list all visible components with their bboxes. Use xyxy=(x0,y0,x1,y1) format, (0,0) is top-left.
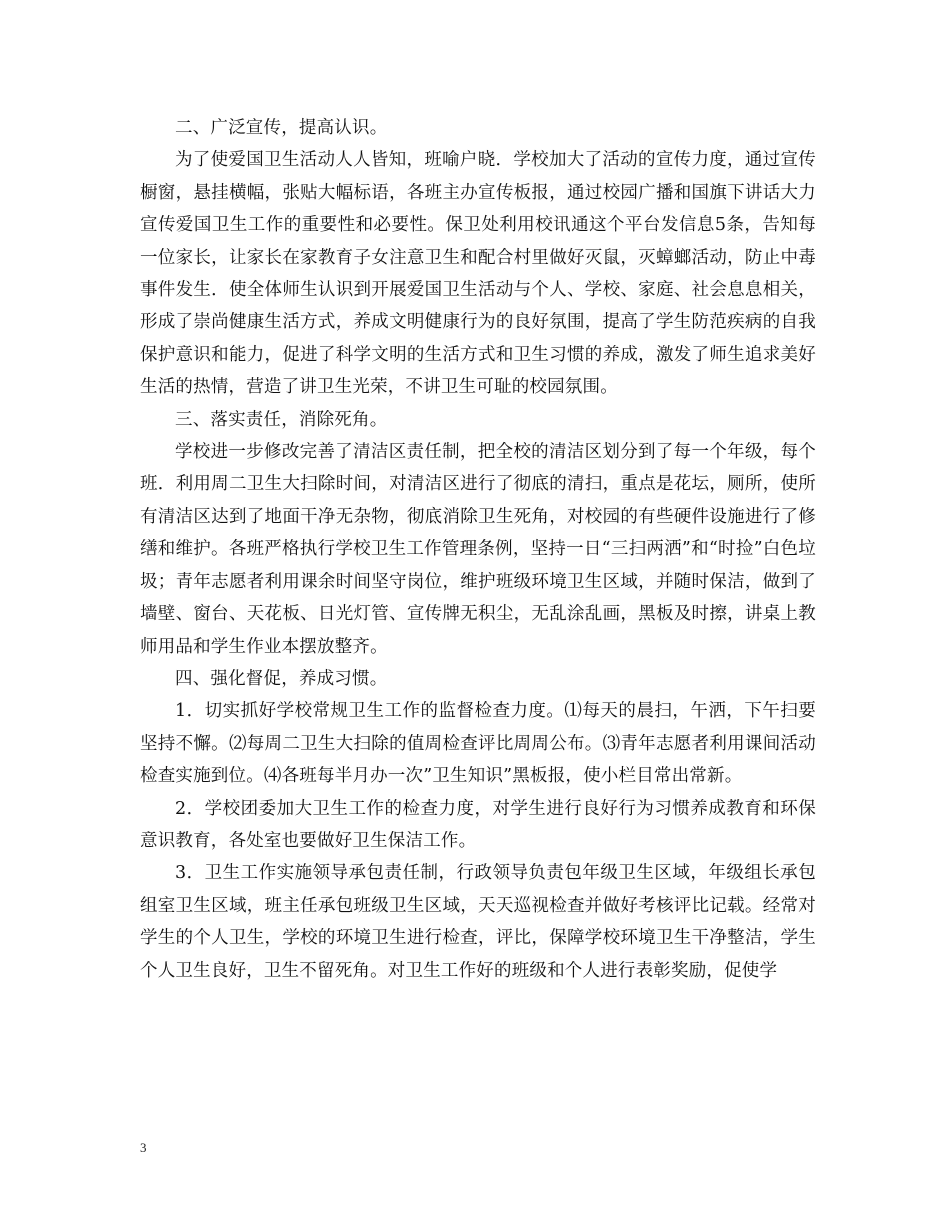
section-heading-supervision: 四、强化督促，养成习惯。 xyxy=(175,668,388,689)
paragraph-responsibility: 学校进一步修改完善了清洁区责任制，把全校的清洁区划分到了每一个年级，每个班．利用周二卫生大扫除时间，对清洁区进行了彻底的清扫，重点是花坛，厕所，使所有清洁区达到了地面干净无杂物，彻底消除卫生死角，对校园的有些硬件设施进行了修缮和维护。各班严格执行学校卫生工作管理条例，坚持一日“三扫两洒”和“时捡”白色垃圾；青年志愿者利用课余时间坚守岗位，维护班级环境卫生区域，并随时保洁，做到了墙壁、窗台、天花板、日光灯管、宣传牌无积尘，无乱涂乱画，黑板及时擦，讲桌上教师用品和学生作业本摆放整齐。 xyxy=(140,442,816,657)
section-heading-publicity: 二、广泛宣传，提高认识。 xyxy=(175,118,388,138)
paragraph-item-2: 2．学校团委加大卫生工作的检查力度，对学生进行良好行为习惯养成教育和环保意识教育，各处室也要做好卫生保洁工作。 xyxy=(140,798,816,851)
section-heading-responsibility: 三、落实责任，消除死角。 xyxy=(175,409,388,430)
document-body xyxy=(140,112,816,987)
paragraph-item-1: 1．切实抓好学校常规卫生工作的监督检查力度。⑴每天的晨扫，午洒，下午扫要坚持不懈。⑵每周二卫生大扫除的值周检查评比周周公布。⑶青年志愿者利用课间活动检查实施到位。⑷各班每半月办一次”卫生知识”黑板报，使小栏目常出常新。 xyxy=(140,701,816,787)
paragraph-publicity: 为了使爱国卫生活动人人皆知，班喻户晓．学校加大了活动的宣传力度，通过宣传橱窗，悬挂横幅，张贴大幅标语，各班主办宣传板报，通过校园广播和国旗下讲话大力宣传爱国卫生工作的重要性和必要性。保卫处利用校讯通这个平台发信息5条，告知每一位家长，让家长在家教育子女注意卫生和配合村里做好灭鼠，灭蟑螂活动，防止中毒事件发生．使全体师生认识到开展爱国卫生活动与个人、学校、家庭、社会息息相关，形成了崇尚健康生活方式，养成文明健康行为的良好氛围，提高了学生防范疾病的自我保护意识和能力，促进了科学文明的生活方式和卫生习惯的养成，激发了师生追求美好生活的热情，营造了讲卫生光荣，不讲卫生可耻的校园氛围。 xyxy=(140,150,816,398)
page-number: 3 xyxy=(140,1140,147,1155)
paragraph-item-3: 3．卫生工作实施领导承包责任制，行政领导负责包年级卫生区域，年级组长承包组室卫生区域，班主任承包班级卫生区域，天天巡视检查并做好考核评比记载。经常对学生的个人卫生，学校的环境卫生进行检查，评比，保障学校环境卫生干净整洁，学生个人卫生良好，卫生不留死角。对卫生工作好的班级和个人进行表彰奖励，促使学 xyxy=(140,863,816,981)
